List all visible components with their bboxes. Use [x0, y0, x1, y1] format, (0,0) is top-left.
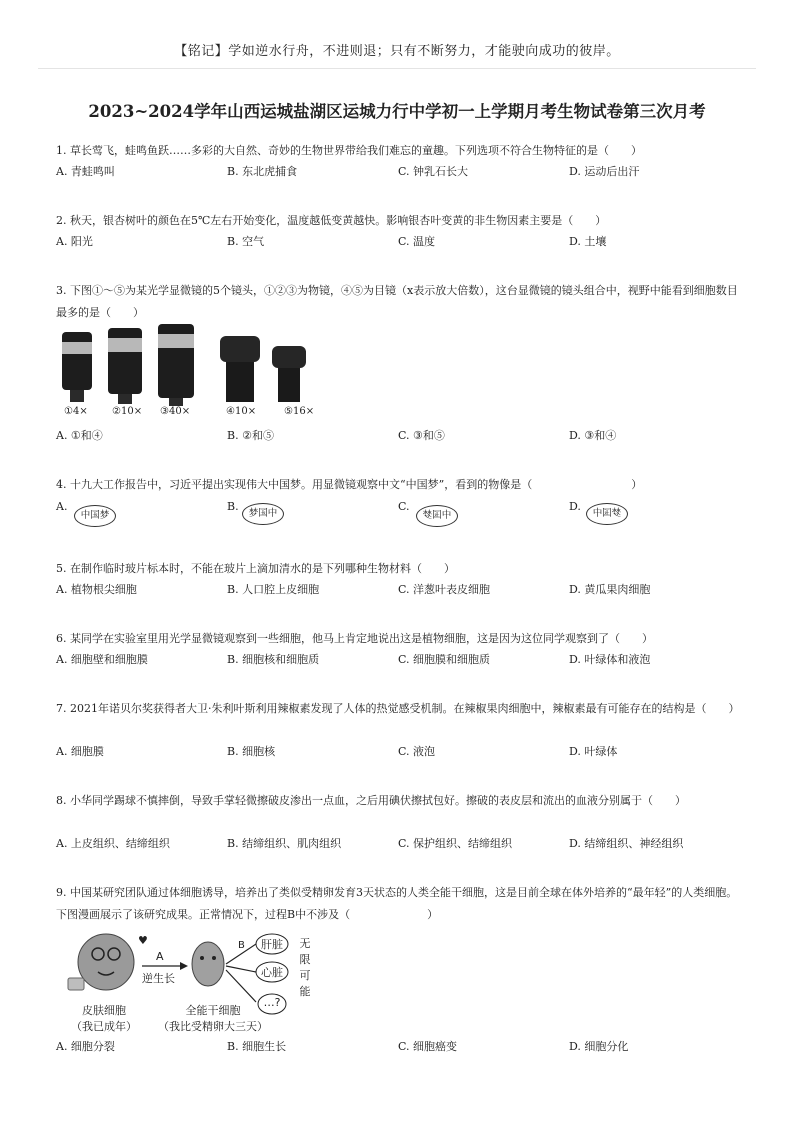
lens-label-3: ③40× [160, 406, 191, 417]
option-a[interactable]: A. ①和④ [56, 429, 103, 442]
option-c[interactable]: C. 洋葱叶表皮细胞 [398, 583, 491, 596]
unlimited-possibility-text: 无限可能 [299, 937, 311, 998]
option-d[interactable]: D. 土壤 [569, 235, 607, 248]
motto: 【铭记】学如逆水行舟，不进则退；只有不断努力，才能驶向成功的彼岸。 [174, 44, 620, 59]
lens-label-1: ①4× [64, 406, 88, 417]
eyepiece-lens-1 [220, 336, 260, 402]
target-liver: 肝脏 [261, 938, 283, 951]
lens-label-4: ④10× [226, 406, 257, 417]
option-a[interactable]: A. 上皮组织、结缔组织 [56, 837, 170, 850]
question-6-options [56, 649, 746, 671]
option-c-image: 中国梦 [416, 505, 458, 527]
option-d[interactable]: D. 黄瓜果肉细胞 [569, 583, 651, 596]
objective-lens-1 [62, 332, 92, 402]
option-c[interactable]: C. [398, 500, 410, 513]
question-1-options [56, 161, 746, 183]
eyepiece-lens-2 [272, 346, 306, 402]
skin-cell-sub-label: （我已成年） [71, 1020, 137, 1033]
svg-text:♥: ♥ [138, 934, 148, 947]
option-c[interactable]: C. 温度 [398, 235, 436, 248]
option-d[interactable]: D. [569, 500, 581, 513]
option-a[interactable]: A. 细胞分裂 [56, 1040, 115, 1053]
option-b-image: 梦国中 [242, 503, 284, 525]
option-d[interactable]: D. 叶绿体和液泡 [569, 653, 651, 666]
lens-label-5: ⑤16× [284, 406, 315, 417]
option-d-image: 梦国中 [586, 503, 628, 525]
option-a[interactable]: A. 青蛙鸣叫 [56, 165, 115, 178]
option-b[interactable]: B. 东北虎捕食 [227, 165, 298, 178]
stem-cell-label: 全能干细胞 [185, 1004, 241, 1017]
reverse-growth-label: 逆生长 [142, 972, 175, 985]
option-b[interactable]: B. 人口腔上皮细胞 [227, 583, 320, 596]
option-b[interactable]: B. [227, 500, 239, 513]
option-b[interactable]: B. ②和⑤ [227, 429, 274, 442]
option-a[interactable]: A. [56, 500, 68, 513]
objective-lens-2 [108, 328, 142, 404]
option-d[interactable]: D. 细胞分化 [569, 1040, 629, 1053]
header-divider [38, 68, 756, 69]
option-a[interactable]: A. 植物根尖细胞 [56, 583, 137, 596]
question-2: 2. 秋天，银杏树叶的颜色在5℃左右开始变化，温度越低变黄越快。影响银杏叶变黄的非生物因素主要是（ ） [56, 214, 607, 227]
question-1: 1. 草长莺飞，蛙鸣鱼跃……多彩的大自然、奇妙的生物世界带给我们难忘的童趣。下列选项不符合生物特征的是（ ） [56, 144, 642, 157]
question-3: 3. 下图①～⑤为某光学显微镜的5个镜头，①②③为物镜，④⑤为目镜（x表示放大倍数），这台显微镜的镜头组合中，视野中能看到细胞数目最多的是（ ） [56, 284, 738, 319]
option-c[interactable]: C. 保护组织、结缔组织 [398, 837, 513, 850]
option-d[interactable]: D. ③和④ [569, 429, 617, 442]
option-b[interactable]: B. 空气 [227, 235, 265, 248]
target-heart: 心脏 [261, 966, 283, 979]
question-5-options [56, 579, 746, 601]
option-c[interactable]: C. 液泡 [398, 745, 436, 758]
option-c[interactable]: C. ③和⑤ [398, 429, 445, 442]
skin-cell-label: 皮肤细胞 [82, 1004, 126, 1017]
option-d[interactable]: D. 运动后出汗 [569, 165, 640, 178]
arrow-b-label: B [238, 940, 245, 951]
question-3-options [56, 425, 746, 447]
question-2-options [56, 231, 746, 253]
arrow-a-label: A [156, 950, 164, 963]
objective-lens-3 [158, 324, 194, 406]
option-b[interactable]: B. 结缔组织、肌肉组织 [227, 837, 342, 850]
option-a[interactable]: A. 阳光 [56, 235, 93, 248]
question-6: 6. 某同学在实验室里用光学显微镜观察到一些细胞，他马上肯定地说出这是植物细胞，这是因为这位同学观察到了（ ） [56, 632, 653, 645]
option-a[interactable]: A. 细胞膜 [56, 745, 104, 758]
lens-label-2: ②10× [112, 406, 143, 417]
question-4-options [56, 496, 746, 518]
question-8-options [56, 833, 746, 855]
question-8: 8. 小华同学踢球不慎摔倒，导致手掌轻微擦破皮渗出一点血，之后用碘伏擦拭包好。擦破的表皮层和流出的血液分别属于（ ） [56, 794, 686, 807]
option-a-image: 中国梦 [74, 505, 116, 527]
page-title: 2023~2024学年山西运城盐湖区运城力行中学初一上学期月考生物试卷第三次月考 [88, 102, 706, 121]
question-4: 4. 十九大工作报告中，习近平提出实现伟大中国梦。用显微镜观察中文“中国梦”，看到的物像是（ ） [56, 478, 643, 491]
option-c[interactable]: C. 细胞膜和细胞质 [398, 653, 491, 666]
option-b[interactable]: B. 细胞核和细胞质 [227, 653, 320, 666]
option-c[interactable]: C. 细胞癌变 [398, 1040, 458, 1053]
option-c[interactable]: C. 钟乳石长大 [398, 165, 469, 178]
option-b[interactable]: B. 细胞生长 [227, 1040, 287, 1053]
question-7: 7. 2021年诺贝尔奖获得者大卫·朱利叶斯利用辣椒素发现了人体的热觉感受机制。在辣椒果肉细胞中，辣椒素最有可能存在的结构是（ ） [56, 702, 740, 715]
stem-cell-sub-label: （我比受精卵大三天） [158, 1020, 268, 1033]
question-5: 5. 在制作临时玻片标本时，不能在玻片上滴加清水的是下列哪种生物材料（ ） [56, 562, 455, 575]
question-7-options [56, 741, 746, 763]
option-d[interactable]: D. 叶绿体 [569, 745, 618, 758]
option-b[interactable]: B. 细胞核 [227, 745, 276, 758]
option-d[interactable]: D. 结缔组织、神经组织 [569, 837, 684, 850]
question-9: 9. 中国某研究团队通过体细胞诱导，培养出了类似受精卵发育3天状态的人类全能干细胞，这是目前全球在体外培养的“最年轻”的人类细胞。下图漫画展示了该研究成果。正常情况下，过程B中不涉及（ ） [56, 886, 738, 921]
question-9-options [56, 1036, 746, 1058]
target-unknown: …? [263, 996, 281, 1009]
stem-cell-cartoon [60, 930, 330, 1038]
option-a[interactable]: A. 细胞壁和细胞膜 [56, 653, 148, 666]
